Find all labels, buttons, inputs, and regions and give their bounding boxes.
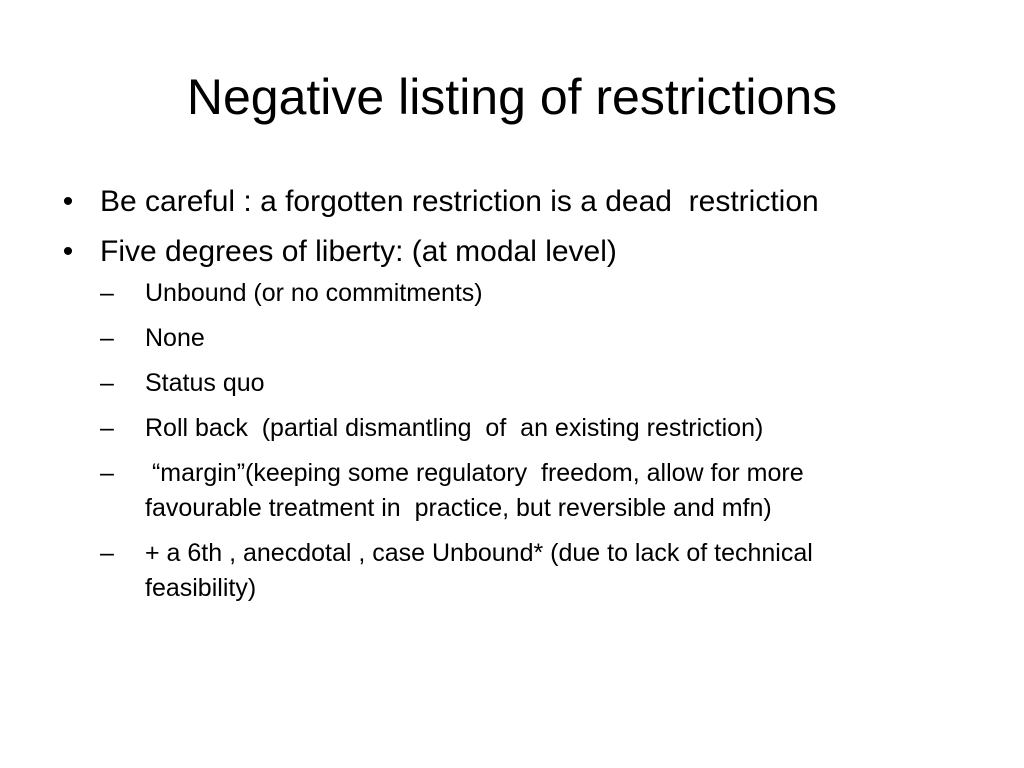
sub-bullet-item: [100, 276, 925, 311]
sub-bullet-item: [100, 366, 925, 401]
sub-bullet-list: [100, 276, 978, 606]
sub-bullet-item: [100, 321, 925, 356]
sub-bullet-text: + a 6th , anecdotal , case Unbound* (due to lack of technical feasibility): [145, 539, 813, 602]
bullet-marker: •: [62, 235, 74, 268]
dash-marker: –: [100, 369, 114, 397]
sub-bullet-text: Roll back (partial dismantling of an existing restriction): [145, 414, 764, 442]
dash-marker: –: [100, 414, 114, 442]
sub-bullet-text: None: [145, 324, 205, 352]
sub-bullet-item: [100, 456, 925, 526]
bullet-marker: •: [62, 185, 74, 218]
sub-bullet-text: Status quo: [145, 369, 265, 397]
sub-bullet-item: [100, 411, 925, 446]
dash-marker: –: [100, 459, 114, 487]
sub-bullet-text: Unbound (or no commitments): [145, 279, 483, 307]
slide-title: Negative listing of restrictions: [186, 69, 838, 125]
dash-marker: –: [100, 279, 114, 307]
dash-marker: –: [100, 324, 114, 352]
bullet-text: Be careful : a forgotten restriction is a dead restriction: [100, 185, 819, 218]
slide-body: [58, 184, 978, 616]
sub-bullet-text: “margin”(keeping some regulatory freedom, allow for more favourable treatment in practice, but reversible and mfn): [145, 459, 811, 522]
dash-marker: –: [100, 539, 114, 567]
bullet-item: [58, 184, 978, 220]
bullet-text: Five degrees of liberty: (at modal level): [100, 235, 617, 268]
sub-bullet-item: [100, 536, 925, 606]
bullet-item: [58, 234, 978, 270]
